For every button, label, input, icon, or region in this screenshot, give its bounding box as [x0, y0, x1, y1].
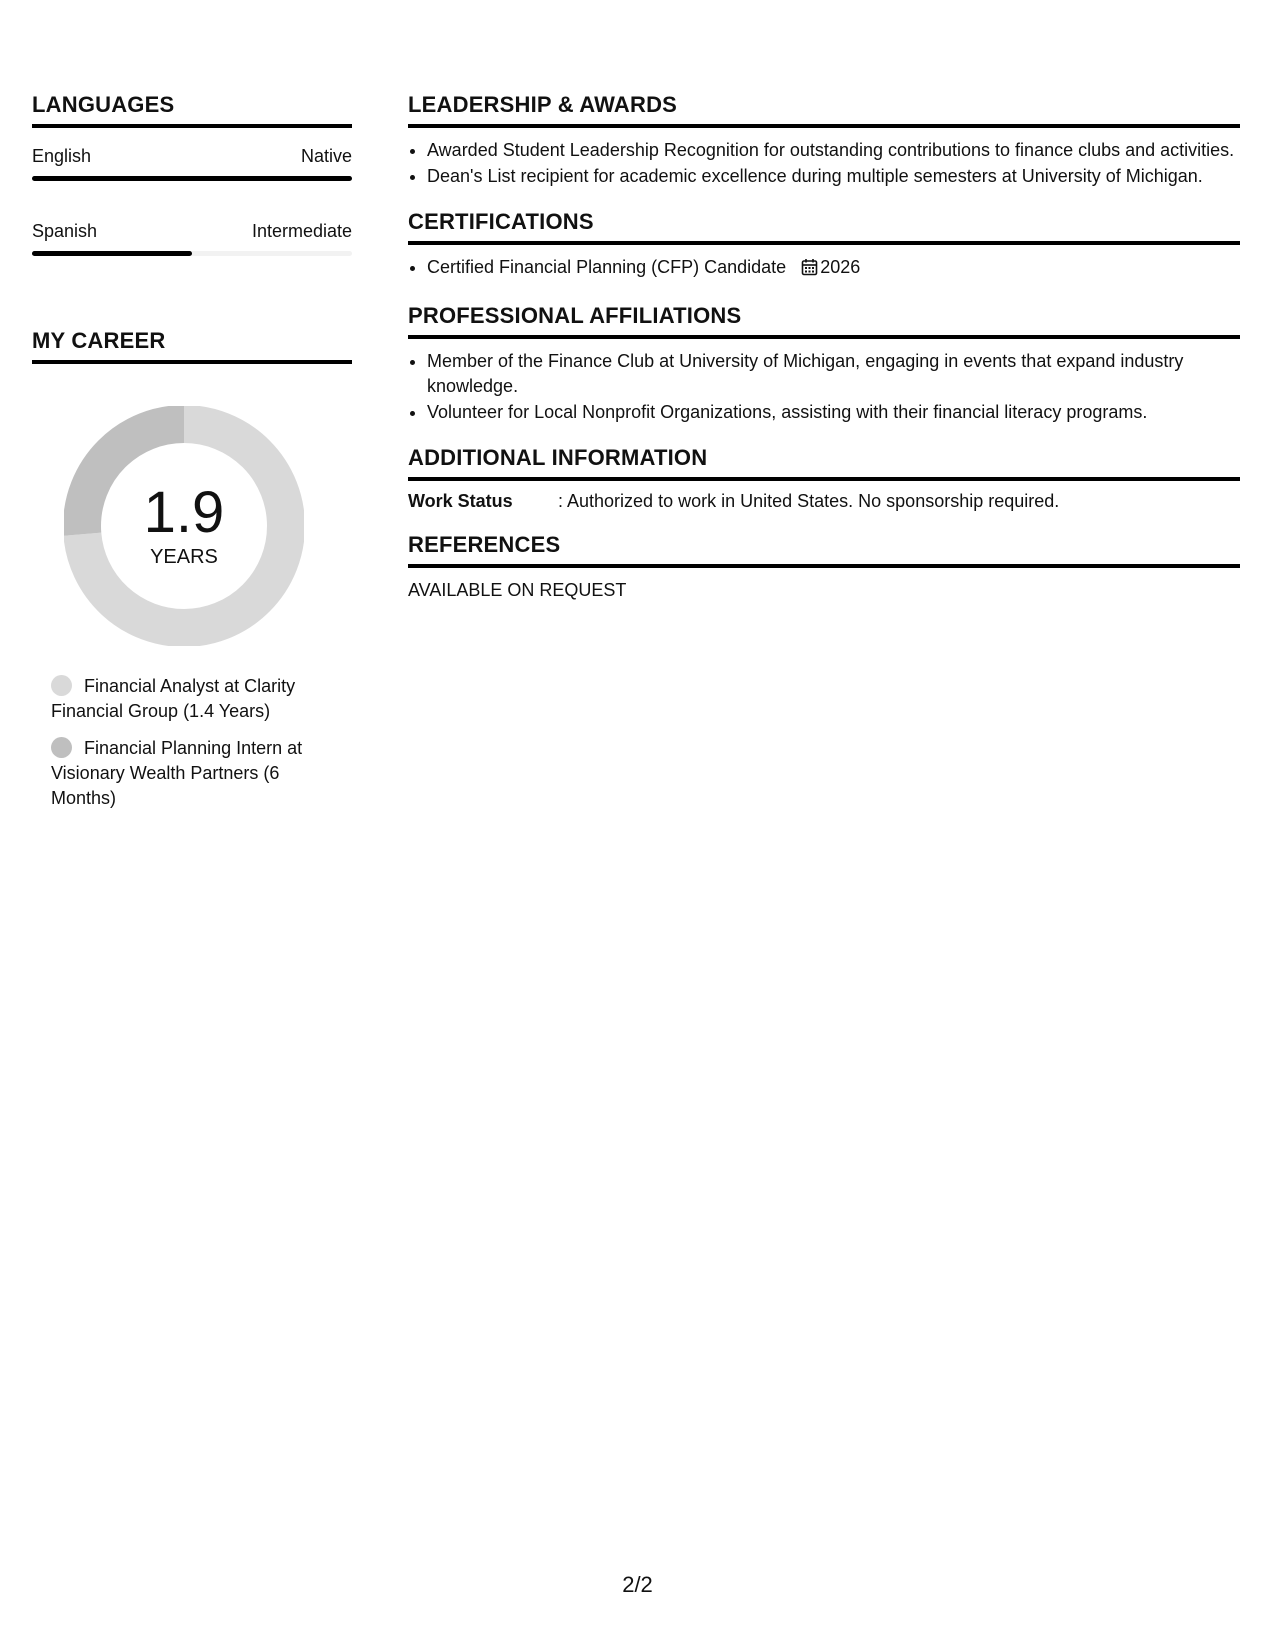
- list-item: • Volunteer for Local Nonprofit Organizations, assisting with their financial literacy programs.: [427, 400, 1240, 425]
- language-level-fill: [32, 251, 192, 256]
- language-level-bar: [32, 176, 352, 181]
- work-status-label: Work Status: [408, 491, 513, 511]
- leadership-heading: LEADERSHIP & AWARDS: [408, 92, 1240, 128]
- legend-label: Financial Analyst at Clarity Financial Group (1.4 Years): [51, 676, 296, 721]
- language-level-fill: [32, 176, 352, 181]
- page-number: 2/2: [622, 1572, 653, 1597]
- languages-section: [32, 92, 352, 256]
- affiliations-heading: PROFESSIONAL AFFILIATIONS: [408, 303, 1240, 339]
- legend-dot: [51, 675, 72, 696]
- legend-item: [51, 736, 341, 811]
- calendar-icon: [801, 258, 818, 283]
- career-heading: MY CAREER: [32, 328, 352, 364]
- leadership-section: [408, 92, 1240, 189]
- list-item: [427, 255, 1240, 283]
- leadership-list: [408, 138, 1240, 189]
- list-item: • Member of the Finance Club at University of Michigan, engaging in events that expand industry knowledge.: [427, 349, 1240, 399]
- right-column: [408, 92, 1240, 601]
- list-item: • Dean's List recipient for academic excellence during multiple semesters at University of Michigan.: [427, 164, 1240, 189]
- career-donut-chart: [64, 406, 304, 646]
- references-heading: REFERENCES: [408, 532, 1240, 568]
- language-level: Intermediate: [251, 221, 352, 241]
- career-total-unit: YEARS: [150, 545, 218, 568]
- language-name: English: [32, 146, 92, 166]
- references-section: [408, 532, 1240, 601]
- career-section: [32, 328, 352, 811]
- career-total-value: 1.9: [143, 479, 225, 545]
- language-english: [32, 146, 352, 181]
- affiliations-list: [408, 349, 1240, 425]
- languages-heading: LANGUAGES: [32, 92, 352, 128]
- legend-dot: [51, 737, 72, 758]
- affiliations-section: [408, 303, 1240, 425]
- work-status-row: [408, 491, 1240, 512]
- certifications-heading: CERTIFICATIONS: [408, 209, 1240, 245]
- list-item: • Awarded Student Leadership Recognition for outstanding contributions to finance clubs and activities.: [427, 138, 1240, 163]
- legend-item: [51, 674, 341, 724]
- work-status-value: : Authorized to work in United States. No sponsorship required.: [558, 491, 1060, 511]
- additional-info-section: [408, 445, 1240, 512]
- language-level-bar: [32, 251, 352, 256]
- left-column: [32, 92, 352, 823]
- additional-info-heading: ADDITIONAL INFORMATION: [408, 445, 1240, 481]
- references-text: AVAILABLE ON REQUEST: [408, 580, 627, 600]
- certifications-section: [408, 209, 1240, 283]
- language-name: Spanish: [32, 221, 98, 241]
- legend-label: Financial Planning Intern at Visionary Wealth Partners (6 Months): [51, 738, 303, 808]
- language-level: Native: [300, 146, 352, 166]
- certifications-list: [408, 255, 1240, 283]
- certification-name: Certified Financial Planning (CFP) Candidate: [427, 257, 787, 277]
- career-legend: [51, 674, 341, 811]
- certification-year: 2026: [820, 257, 861, 277]
- language-spanish: [32, 221, 352, 256]
